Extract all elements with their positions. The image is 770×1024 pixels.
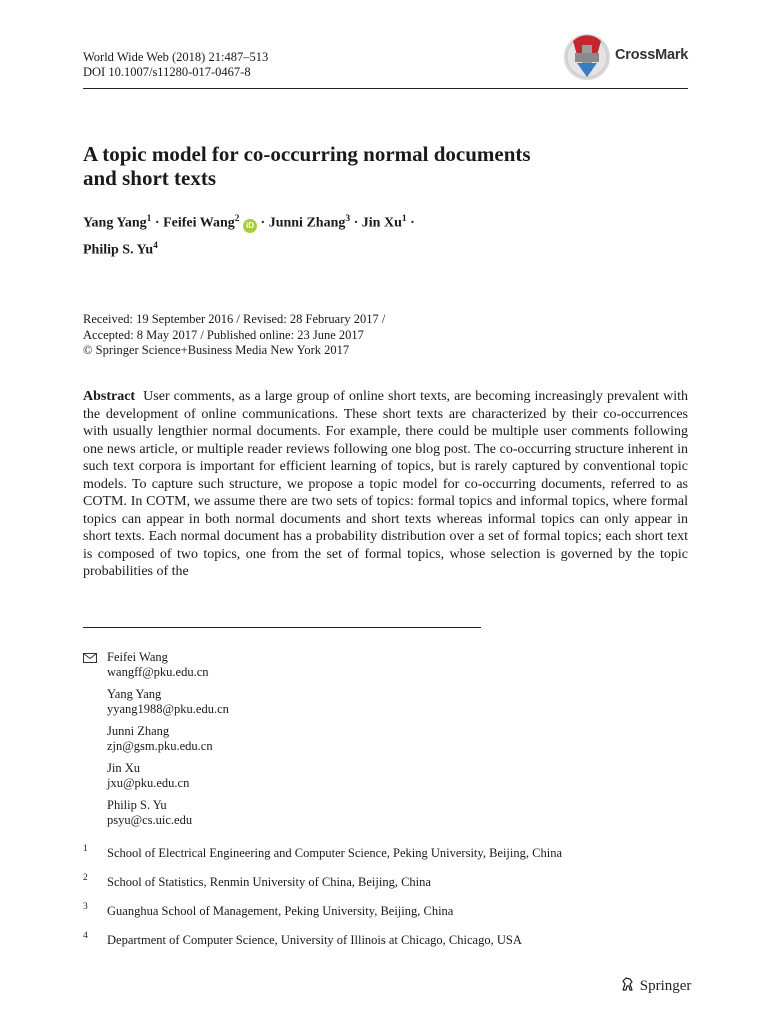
author-affiliation-mark: 3 (345, 214, 351, 224)
author-name[interactable]: Junni Zhang (268, 215, 346, 231)
abstract (83, 388, 688, 581)
publication-dates (83, 312, 688, 359)
dates-line-1: Received: 19 September 2016 / Revised: 28 February 2017 / (83, 312, 386, 326)
contact-email[interactable]: psyu@cs.uic.edu (107, 812, 193, 827)
header-rule (83, 88, 688, 89)
crossmark-logo-icon (563, 33, 613, 81)
envelope-icon (83, 650, 97, 668)
affiliation-text: School of Electrical Engineering and Computer Science, Peking University, Beijing, China (107, 846, 562, 860)
abstract-label: Abstract (83, 389, 136, 404)
title-line-2: and short texts (83, 166, 217, 190)
contact-name: Feifei Wang (107, 650, 168, 664)
author-name[interactable]: Feifei Wang (163, 215, 235, 231)
crossmark-badge[interactable] (563, 33, 693, 81)
contact-list (107, 650, 229, 835)
contact-name: Yang Yang (107, 687, 162, 701)
affiliation-number: 3 (83, 902, 88, 912)
contact-name: Jin Xu (107, 761, 140, 775)
author-affiliation-mark: 1 (146, 214, 152, 224)
author-affiliation-mark: 1 (401, 214, 407, 224)
author-affiliation-mark: 4 (153, 240, 158, 251)
contact-entry (107, 798, 229, 827)
affiliation-text: Department of Computer Science, University of Illinois at Chicago, Chicago, USA (107, 933, 522, 947)
copyright-line: © Springer Science+Business Media New York 2017 (83, 343, 350, 357)
affiliation-text: School of Statistics, Renmin University of China, Beijing, China (107, 875, 431, 889)
contact-entry (107, 761, 229, 790)
author-affiliation-mark: 2 (234, 214, 240, 224)
affiliation-text: Guanghua School of Management, Peking University, Beijing, China (107, 904, 454, 918)
publisher-name: Springer (639, 978, 692, 994)
contact-entry (107, 650, 229, 679)
affiliation-number: 1 (83, 844, 88, 854)
contact-email[interactable]: wangff@pku.edu.cn (107, 664, 209, 679)
author-name[interactable]: Yang Yang (83, 215, 147, 231)
contact-name: Philip S. Yu (107, 798, 167, 812)
contact-email[interactable]: jxu@pku.edu.cn (107, 775, 190, 790)
journal-header (83, 50, 268, 80)
doi-line: DOI 10.1007/s11280-017-0467-8 (83, 65, 251, 79)
springer-horse-icon (620, 976, 636, 992)
orcid-icon[interactable]: iD (243, 219, 257, 233)
contact-email[interactable]: zjn@gsm.pku.edu.cn (107, 738, 213, 753)
journal-citation: World Wide Web (2018) 21:487–513 (83, 50, 269, 64)
affiliation-number: 4 (83, 931, 88, 941)
affiliation-number: 2 (83, 873, 88, 883)
footnote-rule (83, 627, 481, 628)
author-name[interactable]: Jin Xu (361, 215, 402, 231)
title-line-1: A topic model for co-occurring normal documents (83, 142, 531, 166)
author-list: Yang Yang$^1$ · Feifei Wang$^2$ iD · Junni Zhang$^3$ · Jin $Xu^1$ · Philip S. Yu$^4$ (83, 214, 415, 258)
abstract-text: User comments, as a large group of online short texts, are becoming increasingly prevalent with the development of online communications. These short texts are characterized by their co-occurrences with usually lengthier normal documents. For example, there could be multiple user comments following one news article, or multiple reader reviews following one blog post. The co-occurring structure inherent in such text corpora is important for efficient learning of topics, but is rarely captured by conventional topic models. To capture such structure, we propose a topic model for co-occurring documents, referred to as COTM. In COTM, we assume there are two sets of topics: formal topics and informal topics, where formal topics can appear in both normal documents and short texts whereas informal topics can only appear in short texts. Each normal document has a probability distribution over a set of formal topics; each short text is composed of two topics, one from the set of formal topics, whose selection is governed by the topic probabilities of the (83, 389, 689, 579)
crossmark-label: CrossMark (615, 47, 689, 63)
author-name[interactable]: Philip S. Yu (83, 242, 154, 258)
springer-logo (620, 976, 691, 995)
paper-title (83, 142, 683, 190)
dates-line-2: Accepted: 8 May 2017 / Published online: 23 June 2017 (83, 327, 364, 342)
contact-email[interactable]: yyang1988@pku.edu.cn (107, 701, 229, 716)
contact-entry (107, 724, 229, 753)
contact-name: Junni Zhang (107, 724, 170, 738)
contact-entry (107, 687, 229, 716)
